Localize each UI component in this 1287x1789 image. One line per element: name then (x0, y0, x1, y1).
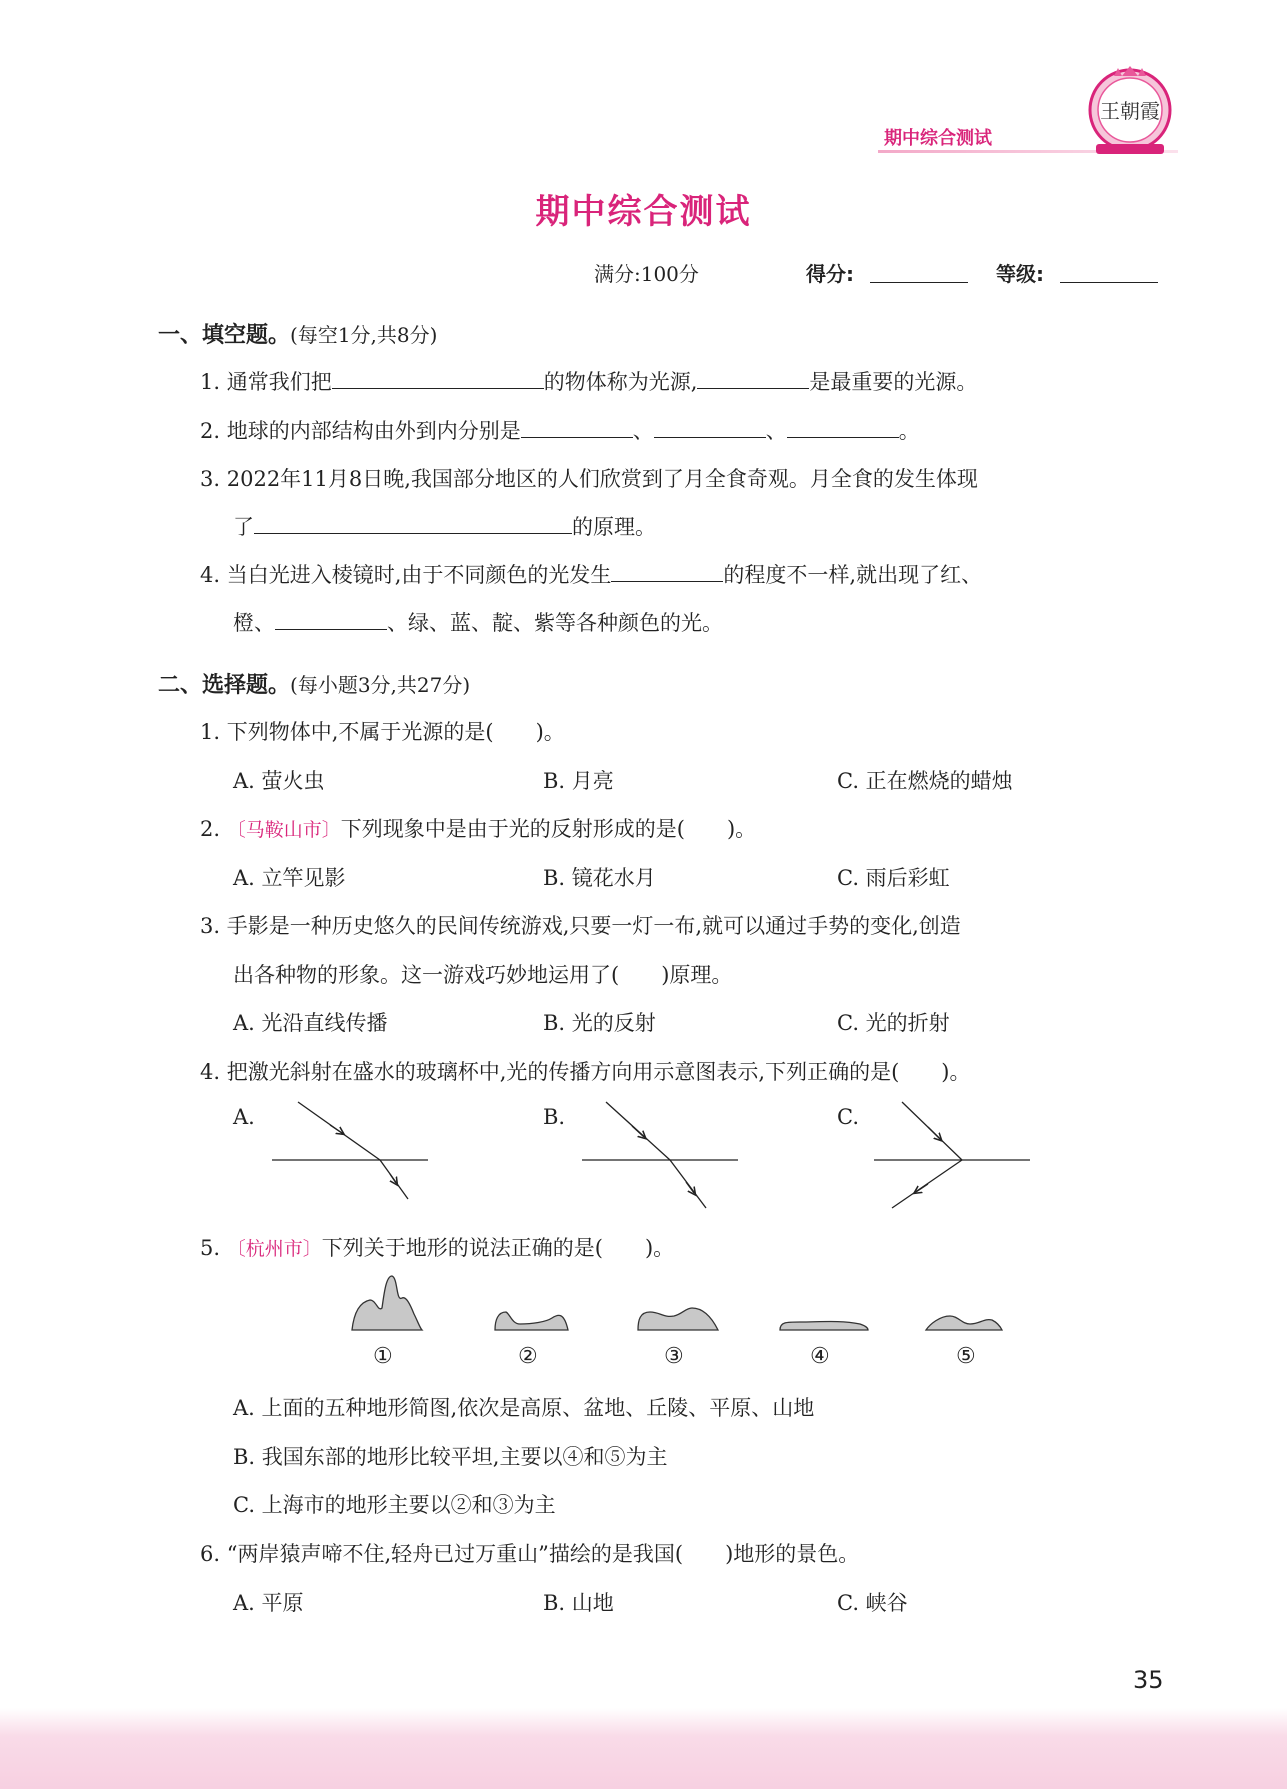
landform-shape (352, 1276, 422, 1330)
answer-blank[interactable] (787, 419, 899, 438)
s1-q3 (200, 463, 978, 493)
page-number: 35 (1133, 1666, 1164, 1694)
s2-q3-option-b[interactable]: B. 光的反射 (543, 1011, 656, 1035)
answer-blank[interactable] (254, 515, 572, 534)
grade-blank[interactable] (1060, 260, 1158, 283)
answer-blank[interactable] (697, 370, 809, 389)
s2-q1-option-c[interactable]: C. 正在燃烧的蜡烛 (837, 769, 1013, 793)
s2-q3 (200, 910, 961, 940)
q-text: 橙、 (233, 611, 275, 635)
q-text: 了 (233, 515, 254, 539)
score-row (0, 258, 1287, 288)
q-text: 通常我们把 (226, 370, 332, 394)
s2-q2-option-c[interactable]: C. 雨后彩虹 (837, 866, 950, 890)
s2-q1-option-a[interactable]: A. 萤火虫 (233, 769, 325, 793)
q-text: 下列物体中,不属于光源的是( )。 (226, 720, 565, 744)
section2-title: 二、选择题。 (158, 673, 291, 698)
s2-q2-option-a[interactable]: A. 立竿见影 (233, 866, 346, 890)
q-text: 、 (765, 419, 787, 443)
s2-q6-option-c[interactable]: C. 峡谷 (837, 1591, 908, 1615)
s2-q3-cont: 出各种物的形象。这一游戏巧妙地运用了( )原理。 (233, 963, 733, 987)
landform-shape (638, 1308, 718, 1330)
answer-blank[interactable] (521, 419, 633, 438)
s1-q2 (200, 415, 920, 445)
footer-band (0, 1708, 1287, 1789)
q-text: 、 (632, 419, 654, 443)
brand-logo (1074, 60, 1186, 156)
answer-blank[interactable] (275, 611, 387, 630)
q-text: 手影是一种历史悠久的民间传统游戏,只要一灯一布,就可以通过手势的变化,创造 (226, 914, 961, 938)
s2-q3-option-a[interactable]: A. 光沿直线传播 (233, 1011, 388, 1035)
s2-q5-option-b[interactable]: B. 我国东部的地形比较平坦,主要以④和⑤为主 (233, 1445, 668, 1469)
q-text: 当白光进入棱镜时,由于不同颜色的光发生 (226, 563, 612, 587)
landform-label: ② (518, 1344, 538, 1369)
q-num: 3. (200, 467, 221, 491)
score-label: 得分: (806, 262, 854, 286)
landform-shape (926, 1316, 1002, 1330)
landform-label: ⑤ (956, 1344, 976, 1369)
s2-q4-option-c[interactable]: C. (837, 1105, 859, 1129)
section1-title: 一、填空题。 (158, 323, 291, 348)
s2-q4 (200, 1056, 970, 1086)
score-blank[interactable] (870, 260, 968, 283)
region-tag: 〔杭州市〕 (226, 1238, 322, 1260)
full-score: 满分:100分 (594, 262, 699, 286)
q-text: 的原理。 (572, 515, 656, 539)
q-text: 的物体称为光源, (543, 370, 698, 394)
q-text: 下列关于地形的说法正确的是( )。 (321, 1236, 675, 1260)
q-text: 下列现象中是由于光的反射形成的是( )。 (340, 817, 757, 841)
s2-q3-option-c[interactable]: C. 光的折射 (837, 1011, 950, 1035)
s1-q1 (200, 366, 977, 396)
s2-q5 (200, 1232, 674, 1262)
s1-q4-cont (233, 607, 723, 637)
landform-shape (780, 1322, 868, 1331)
q-text: 是最重要的光源。 (809, 370, 978, 394)
q-text: 地球的内部结构由外到内分别是 (226, 419, 521, 443)
s2-q5-option-c[interactable]: C. 上海市的地形主要以②和③为主 (233, 1493, 556, 1517)
s2-q4-option-a[interactable]: A. (233, 1105, 255, 1129)
reflection-diagram-c (862, 1098, 1042, 1213)
q-num: 4. (200, 563, 221, 587)
region-tag: 〔马鞍山市〕 (226, 819, 341, 841)
q-text: 的程度不一样,就出现了红、 (723, 563, 983, 587)
q-num: 2. (200, 419, 221, 443)
refraction-diagram-a (260, 1098, 440, 1208)
q-num: 2. (200, 817, 221, 841)
q-text: 2022年11月8日晚,我国部分地区的人们欣赏到了月全食奇观。月全食的发生体现 (226, 467, 978, 491)
s2-q6-option-a[interactable]: A. 平原 (233, 1591, 304, 1615)
q-text: 、绿、蓝、靛、紫等各种颜色的光。 (387, 611, 723, 635)
landform-shape (495, 1312, 568, 1330)
q-text: 把激光斜射在盛水的玻璃杯中,光的传播方向用示意图表示,下列正确的是( )。 (226, 1060, 971, 1084)
q-num: 6. (200, 1542, 221, 1566)
svg-text:王朝霞: 王朝霞 (1100, 99, 1160, 123)
landform-label: ③ (664, 1344, 684, 1369)
q-num: 1. (200, 720, 221, 744)
answer-blank[interactable] (611, 563, 723, 582)
landform-label: ④ (810, 1344, 830, 1369)
page-title: 期中综合测试 (535, 192, 752, 232)
landform-diagrams (340, 1272, 1020, 1340)
s2-q4-option-b[interactable]: B. (543, 1105, 566, 1129)
grade-label: 等级: (996, 262, 1044, 286)
s1-q4 (200, 559, 982, 589)
s2-q1 (200, 716, 565, 746)
header-label: 期中综合测试 (884, 128, 992, 149)
landform-label: ① (373, 1344, 393, 1369)
section2-heading (158, 668, 470, 699)
q-num: 5. (200, 1236, 221, 1260)
s2-q6 (200, 1538, 859, 1568)
q-num: 3. (200, 914, 221, 938)
refraction-diagram-b (570, 1098, 750, 1213)
s2-q2 (200, 813, 756, 843)
section1-heading (158, 318, 437, 349)
q-num: 4. (200, 1060, 221, 1084)
s2-q6-option-b[interactable]: B. 山地 (543, 1591, 614, 1615)
s2-q5-option-a[interactable]: A. 上面的五种地形简图,依次是高原、盆地、丘陵、平原、山地 (233, 1396, 815, 1420)
s1-q3-cont (233, 511, 656, 541)
q-num: 1. (200, 370, 221, 394)
answer-blank[interactable] (654, 419, 766, 438)
section1-note: (每空1分,共8分) (290, 323, 438, 347)
s2-q1-option-b[interactable]: B. 月亮 (543, 769, 614, 793)
q-text: 。 (898, 419, 920, 443)
section2-note: (每小题3分,共27分) (290, 673, 471, 697)
q-text: “两岸猿声啼不住,轻舟已过万重山”描绘的是我国( )地形的景色。 (226, 1542, 860, 1566)
s2-q2-option-b[interactable]: B. 镜花水月 (543, 866, 656, 890)
answer-blank[interactable] (332, 370, 544, 389)
